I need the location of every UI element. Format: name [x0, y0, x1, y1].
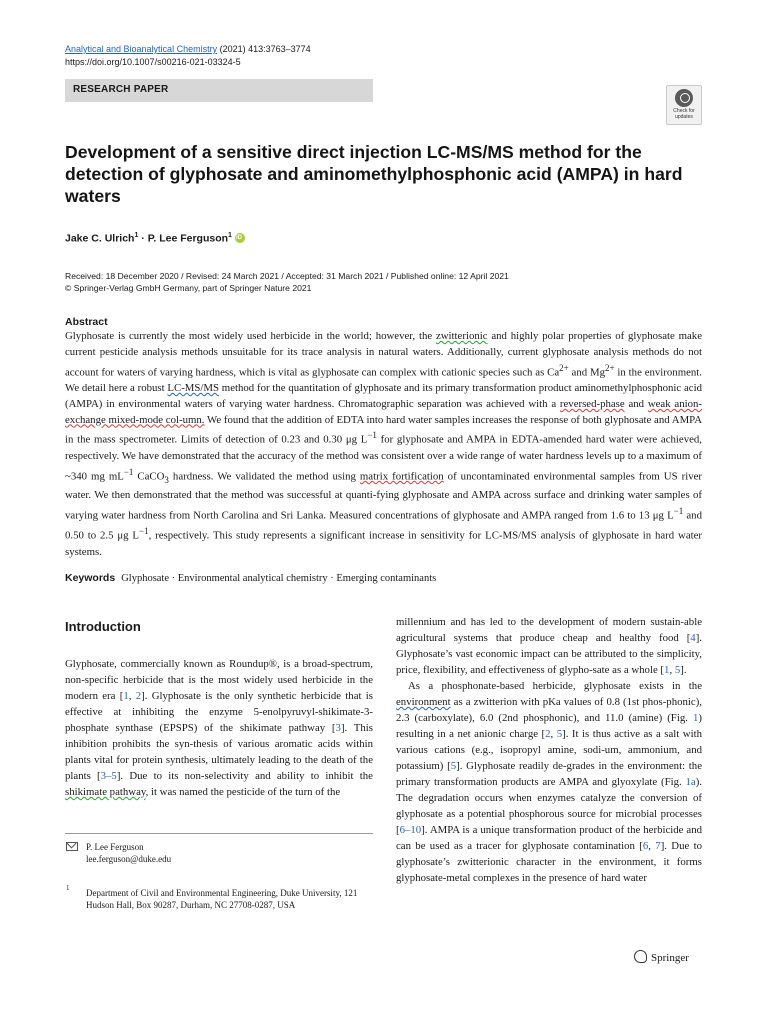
article-type-label: RESEARCH PAPER	[73, 84, 169, 95]
body-segment: ]. Due to its non-selectivity and ability to inhibit the	[116, 770, 373, 782]
abstract-term: reversed-phase	[559, 397, 625, 410]
author-affil-mark: 1	[134, 232, 139, 239]
abstract-term: weak anion-exchange mixed-mode col-umn.	[65, 397, 702, 426]
abstract-segment: and	[624, 397, 648, 410]
abstract-segment: , respectively. This study represents a significant increase in sensitivity for LC-MS/MS analysis of glyphosate in hard water systems.	[65, 529, 702, 558]
citation-link[interactable]: 6	[642, 840, 649, 852]
corresponding-author-email[interactable]: lee.ferguson@duke.edu	[86, 854, 172, 864]
citation-link[interactable]: 6–10	[399, 824, 422, 836]
citation-link[interactable]: 2	[135, 690, 142, 702]
keywords-label: Keywords	[65, 572, 116, 584]
citation-link[interactable]: 5	[674, 664, 681, 676]
citation-link[interactable]: 7	[655, 840, 661, 852]
article-title: Development of a sensitive direct injection LC-MS/MS method for the detection of glyphosate and aminomethylphosphonic acid (AMPA) in hard waters	[65, 142, 683, 206]
body-segment: ). The degradation occurs when enzymes catalyze the conversion of glyphosate as a potential phosphorous source for microbial processes [	[396, 776, 702, 836]
body-segment: , it was named the pesticide of the turn of the	[145, 786, 341, 798]
body-segment: ].	[680, 664, 687, 676]
body-term: environment	[396, 696, 451, 708]
corresponding-author-name: P. Lee Ferguson	[86, 842, 144, 852]
body-segment: Glyphosate, commercially known as Roundup®, is a broad-spectrum, non-specific herbicide that is the most widely used herbicide in the modern era [	[65, 658, 373, 702]
citation-link[interactable]: 3	[335, 722, 341, 734]
citation-link[interactable]: 2	[545, 728, 551, 740]
body-segment: ]. This inhibition prohibits the syn-thesis of various aromatic acids within plants vital for protein synthesis, ultimately leading to the death of the plants [	[65, 722, 374, 782]
body-column-left	[65, 656, 373, 800]
superscript: −1	[673, 505, 684, 516]
citation-link[interactable]: 5	[556, 728, 563, 740]
abstract-segment: We found that the addition of EDTA into hard water samples increases the response of both glyphosate and AMPA in the mass spectrometer. Limits of detection of 0.23 and 0.30 μg L	[65, 413, 702, 446]
abstract-heading: Abstract	[65, 316, 108, 328]
affiliation-number: 1	[66, 884, 70, 892]
body-segment: ,	[550, 728, 557, 740]
journal-citation	[65, 43, 311, 55]
body-segment: millennium and has led to the development of modern sustain-able agricultural systems that produce cheap and healthy food [	[396, 616, 702, 644]
citation-link[interactable]: 5	[450, 760, 457, 772]
article-type-banner	[65, 79, 373, 102]
superscript: −1	[139, 526, 149, 537]
superscript: −1	[123, 466, 134, 477]
abstract-segment: of uncontaminated environmental samples from US river water. We then demonstrated that the method was successful at quanti-fying glyphosate and AMPA across surface and drinking water samples of varying water hardness from North Carolina and Sri Lanka. Measured concentrations of glyphosate and AMPA ranged from 1.6 to 13 μg L	[65, 470, 702, 522]
affiliation-text: Department of Civil and Environmental Engineering, Duke University, 121 Hudson Hall, Box 90287, Durham, NC 27708-0287, USA	[86, 888, 358, 910]
body-segment: ]. Glyphosate’s vast economic impact can be attributed to the simplicity, price, flexibility, and effectiveness of glypho-sate as a whole [	[396, 632, 702, 676]
publisher-name: Springer	[651, 952, 689, 964]
orcid-icon[interactable]	[235, 233, 245, 243]
body-segment: ]. Glyphosate is the only synthetic herbicide that is effective at inhibiting the enzyme 5-enolpyruvyl-shikimate-3-phosphate synthase (EPSPS) of the shikimate pathway [	[65, 690, 373, 734]
abstract-segment: method for the quantitation of glyphosate and its primary transformation product aminomethylphosphonic acid (AMPA) in environmental waters of varying water hardness. Chromatographic separation was achieved with a	[65, 381, 702, 410]
body-segment: ,	[669, 664, 675, 676]
superscript: 2+	[605, 362, 615, 373]
abstract-segment: for glyphosate and AMPA in EDTA-amended hard water were achieved, respectively. We have demonstrated that the accuracy of the method was consistent over a wide range of water hardness levels up to a maximum of ~340 mg mL	[65, 433, 702, 483]
abstract-segment: and highly polar properties of glyphosate make current pesticide analysis methods unsuitable for its trace analysis in natural waters. Additionally, current glyphosate analysis methods do not account for waters of varying hardness, which is vital as glyphosate can complex with cationic species such as Ca	[65, 330, 702, 379]
author-separator: ·	[138, 232, 148, 245]
subscript: 3	[164, 474, 169, 485]
body-paragraph	[396, 678, 702, 886]
abstract-segment: Glyphosate is currently the most widely used herbicide in the world; however, the	[65, 330, 436, 342]
abstract-segment: hardness. We validated the method using	[168, 470, 360, 483]
doi-link[interactable]: https://doi.org/10.1007/s00216-021-03324-5	[65, 57, 241, 67]
keywords-line	[65, 572, 436, 584]
superscript: −1	[367, 430, 377, 441]
check-for-updates-badge[interactable]	[666, 85, 702, 125]
publication-dates: Received: 18 December 2020 / Revised: 24 March 2021 / Accepted: 31 March 2021 / Published online: 12 April 2021	[65, 271, 509, 281]
body-term: shikimate pathway	[65, 786, 146, 798]
abstract-term: matrix fortification	[359, 470, 444, 483]
author-list	[65, 232, 245, 245]
abstract-text	[65, 329, 702, 560]
envelope-icon	[66, 842, 78, 851]
figure-link[interactable]: 1	[692, 712, 699, 724]
abstract-segment: CaCO	[133, 470, 165, 483]
footnote-divider	[65, 833, 373, 834]
body-segment: ]. It is thus active as a salt with various cations (e.g., isopropyl amine, sodi-um, ammonium, and potassium) [	[396, 728, 702, 772]
springer-horse-icon	[634, 950, 647, 963]
section-heading-introduction: Introduction	[65, 619, 141, 634]
check-updates-label: Check for updates	[673, 108, 695, 120]
citation-link[interactable]: 1	[123, 690, 129, 702]
body-segment: ]. Due to glyphosate’s zwitterionic character in the environment, it forms glyphosate-metal complexes in the presence of hard water	[396, 840, 702, 884]
abstract-term: zwitterionic	[435, 330, 488, 342]
citation-link[interactable]: 4	[690, 632, 696, 644]
citation-link[interactable]: 1	[664, 664, 670, 676]
keywords-list: Glyphosate · Environmental analytical chemistry · Emerging contaminants	[121, 573, 437, 584]
author-name[interactable]: P. Lee Ferguson	[147, 232, 229, 245]
citation-details: (2021) 413:3763–3774	[217, 44, 311, 54]
abstract-segment: and 0.50 to 2.5 μg L	[65, 509, 702, 542]
body-segment: ]. Glyphosate readily de-grades in the environment: the primary transformation products are AMPA and glyoxylate (Fig.	[396, 760, 702, 788]
body-segment: as a zwitterion with pKa values of 0.8 (1st phos-phonic), 2.3 (carboxylate), 6.0 (2nd phosphonic), and 11.0 (amine) (Fig.	[396, 696, 702, 724]
citation-link[interactable]: 3–5	[100, 770, 117, 782]
body-segment: ,	[648, 840, 656, 852]
abstract-term: LC-MS/MS	[167, 381, 220, 394]
author-affil-mark: 1	[228, 232, 232, 239]
body-column-right	[396, 614, 702, 886]
abstract-segment: and Mg	[568, 366, 605, 379]
copyright-line: © Springer-Verlag GmbH Germany, part of Springer Nature 2021	[65, 283, 312, 293]
body-segment: ]. AMPA is a unique transformation product of the herbicide and can be used as a tracer for glyphosate contamination [	[396, 824, 702, 852]
check-updates-icon	[675, 89, 693, 107]
body-paragraph	[396, 614, 702, 678]
body-segment: ) resulting in a net anionic charge [	[396, 712, 702, 740]
body-segment: ,	[128, 690, 136, 702]
figure-link[interactable]: 1a	[685, 776, 696, 788]
superscript: 2+	[559, 362, 569, 373]
publisher-logo	[634, 950, 689, 964]
abstract-segment: in the environment. We detail here a robust	[65, 366, 702, 394]
body-segment: As a phosphonate-based herbicide, glyphosate exists in the	[408, 680, 702, 692]
journal-name-link[interactable]: Analytical and Bioanalytical Chemistry	[65, 44, 218, 54]
author-name[interactable]: Jake C. Ulrich	[65, 232, 135, 245]
